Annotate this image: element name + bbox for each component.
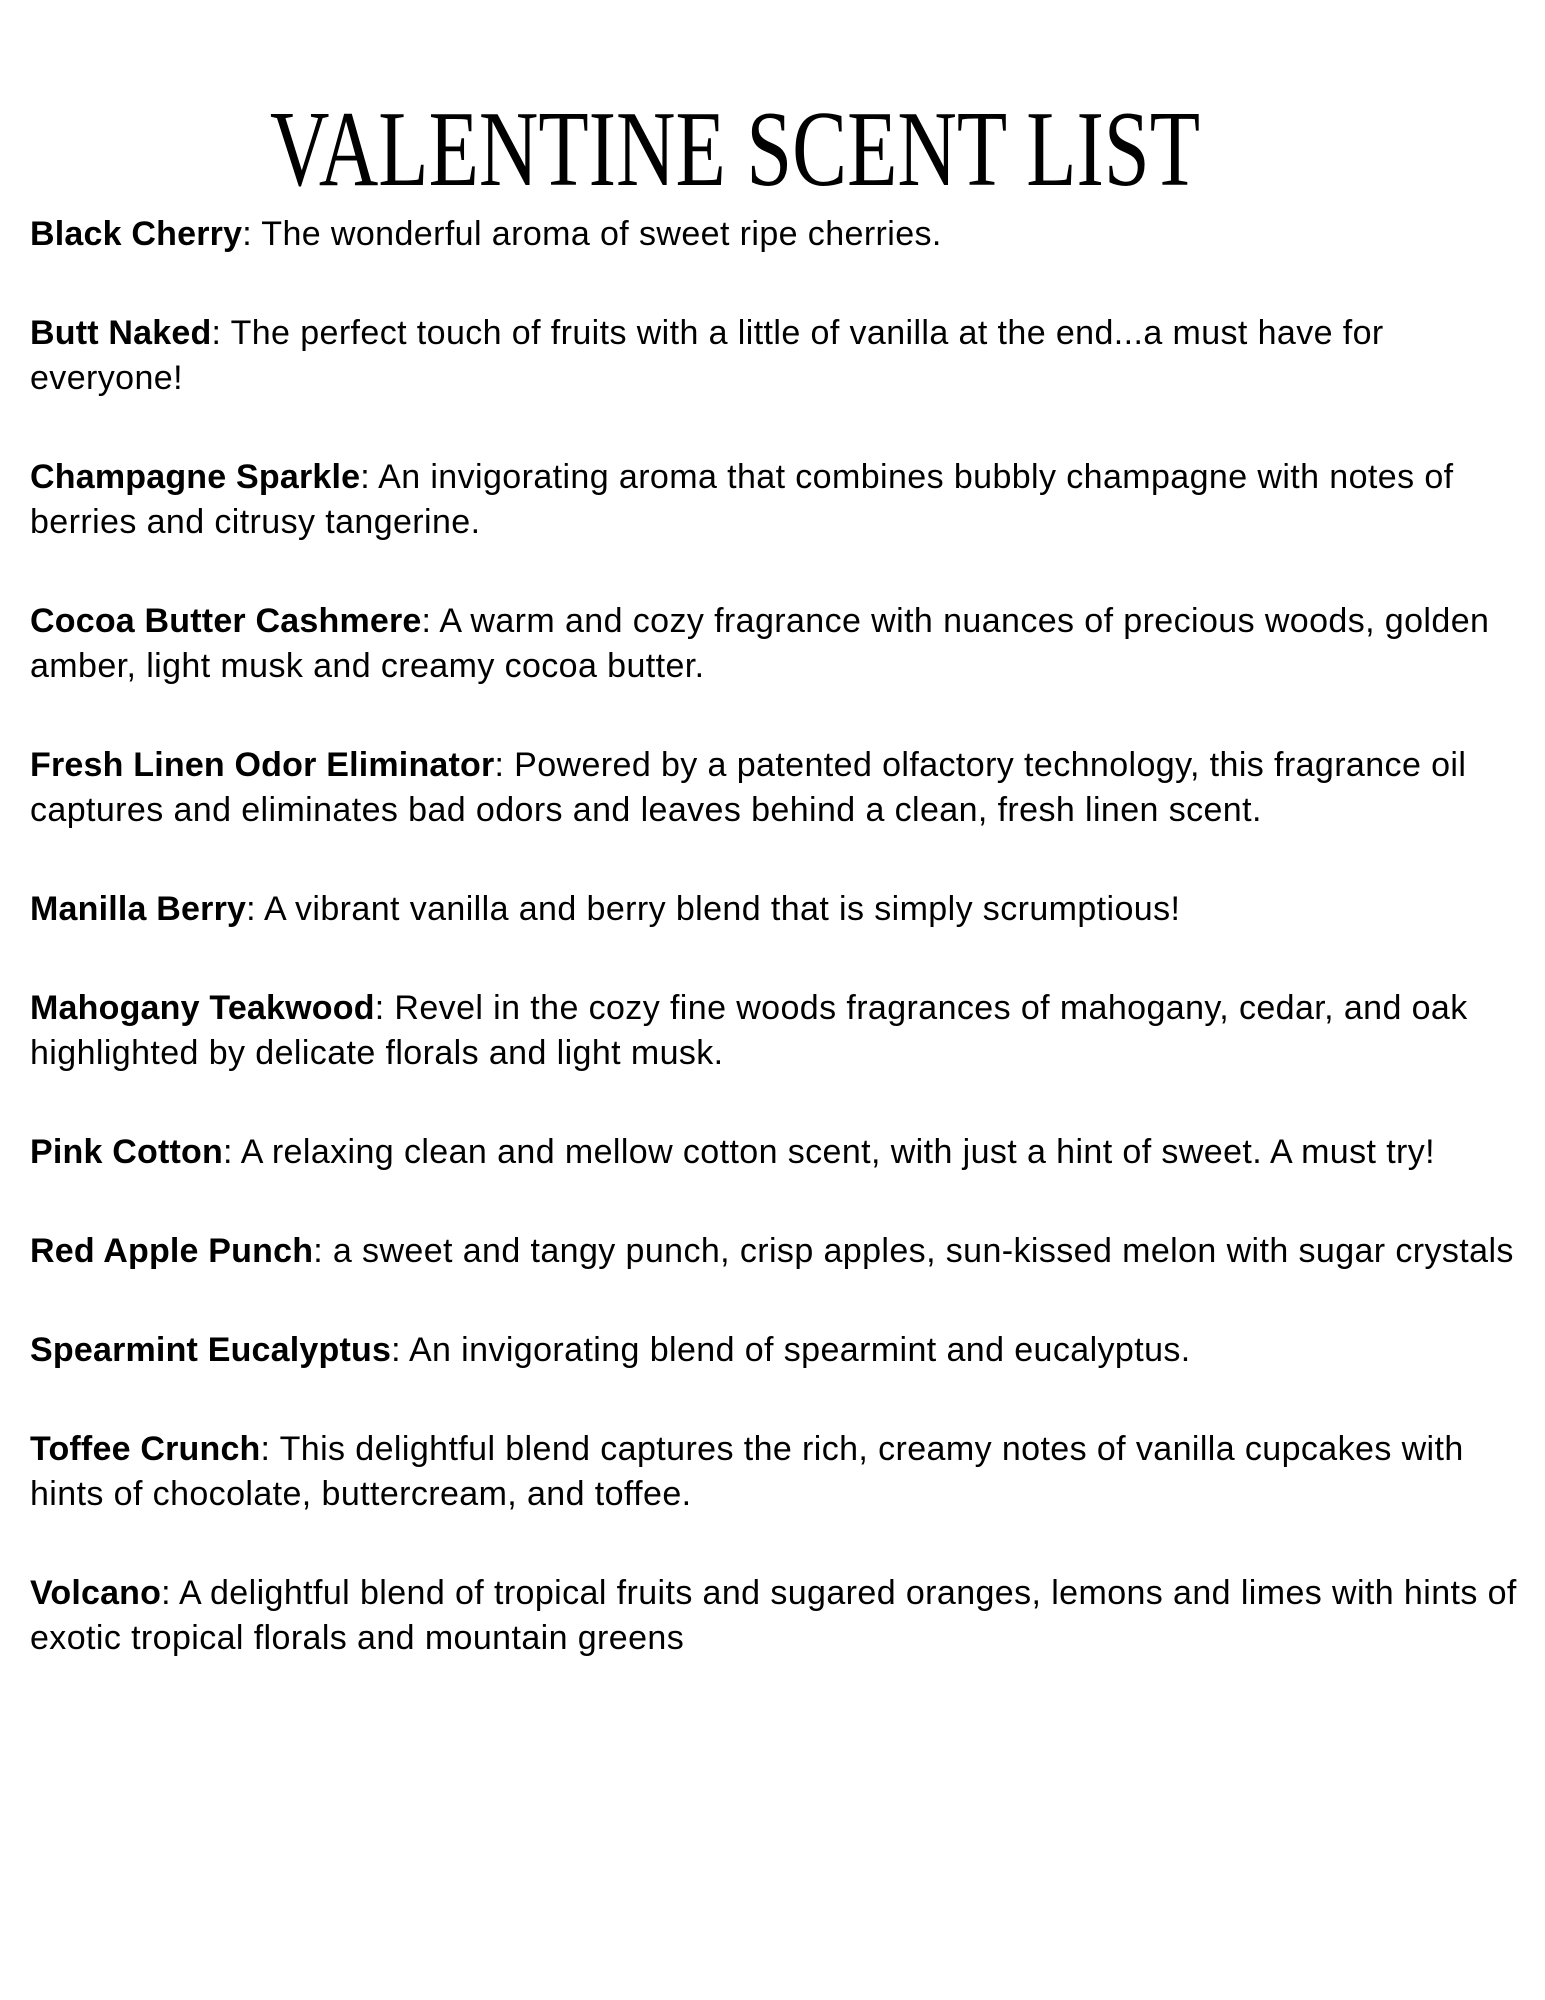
scent-description: a sweet and tangy punch, crisp apples, sun-kissed melon with sugar crystals xyxy=(332,1232,1514,1270)
scent-name: Butt Naked xyxy=(30,314,212,352)
scent-separator: : xyxy=(242,215,262,253)
scent-item xyxy=(30,311,1517,401)
scent-item xyxy=(30,599,1517,689)
scent-description: An invigorating aroma that combines bubbly champagne with notes of berries and citrusy tangerine. xyxy=(30,458,1454,541)
scent-separator: : xyxy=(360,458,379,496)
scent-name: Pink Cotton xyxy=(30,1133,223,1171)
scent-description: A relaxing clean and mellow cotton scent, with just a hint of sweet. A must try! xyxy=(240,1133,1436,1171)
scent-name: Cocoa Butter Cashmere xyxy=(30,602,422,640)
scent-description: This delightful blend captures the rich, creamy notes of vanilla cupcakes with hints of chocolate, buttercream, and toffee. xyxy=(30,1430,1464,1513)
scent-item xyxy=(30,212,1517,257)
scent-separator: : xyxy=(260,1430,280,1468)
scent-name: Champagne Sparkle xyxy=(30,458,361,496)
scent-item xyxy=(30,1229,1517,1274)
scent-separator: : xyxy=(246,890,264,928)
scent-name: Spearmint Eucalyptus xyxy=(30,1331,392,1369)
scent-separator: : xyxy=(161,1574,179,1612)
scent-description: A warm and cozy fragrance with nuances of precious woods, golden amber, light musk and creamy cocoa butter. xyxy=(30,602,1490,685)
scent-item xyxy=(30,1130,1517,1175)
scent-name: Black Cherry xyxy=(30,215,243,253)
scent-description: Powered by a patented olfactory technology, this fragrance oil captures and eliminates bad odors and leaves behind a clean, fresh linen scent. xyxy=(30,746,1467,829)
scent-separator: : xyxy=(374,989,395,1027)
scent-description: A vibrant vanilla and berry blend that is simply scrumptious! xyxy=(263,890,1181,928)
scent-item xyxy=(30,1328,1517,1373)
scent-description: An invigorating blend of spearmint and eucalyptus. xyxy=(408,1331,1191,1369)
scent-list xyxy=(0,212,1545,1661)
scent-item xyxy=(30,1571,1517,1661)
scent-separator: : xyxy=(211,314,231,352)
scent-separator: : xyxy=(494,746,515,784)
scent-separator: : xyxy=(421,602,440,640)
scent-item xyxy=(30,1427,1517,1517)
title-graphic xyxy=(0,0,1545,212)
scent-name: Volcano xyxy=(30,1574,162,1612)
page-header xyxy=(0,0,1545,212)
scent-item xyxy=(30,455,1517,545)
scent-name: Manilla Berry xyxy=(30,890,247,928)
scent-description: A delightful blend of tropical fruits and sugared oranges, lemons and limes with hints of exotic tropical florals and mountain greens xyxy=(30,1574,1517,1657)
scent-description: The perfect touch of fruits with a little of vanilla at the end...a must have for everyone! xyxy=(30,314,1384,397)
page-title: VALENTINE SCENT LIST xyxy=(270,90,1200,209)
scent-description: The wonderful aroma of sweet ripe cherries. xyxy=(261,215,942,253)
scent-separator: : xyxy=(391,1331,409,1369)
scent-name: Toffee Crunch xyxy=(30,1430,261,1468)
scent-description: Revel in the cozy fine woods fragrances of mahogany, cedar, and oak highlighted by delicate florals and light musk. xyxy=(30,989,1468,1072)
scent-name: Red Apple Punch xyxy=(30,1232,314,1270)
scent-name: Mahogany Teakwood xyxy=(30,989,375,1027)
scent-separator: : xyxy=(222,1133,241,1171)
scent-name: Fresh Linen Odor Eliminator xyxy=(30,746,495,784)
scent-item xyxy=(30,743,1517,833)
scent-item xyxy=(30,986,1517,1076)
scent-item xyxy=(30,887,1517,932)
scent-separator: : xyxy=(313,1232,333,1270)
